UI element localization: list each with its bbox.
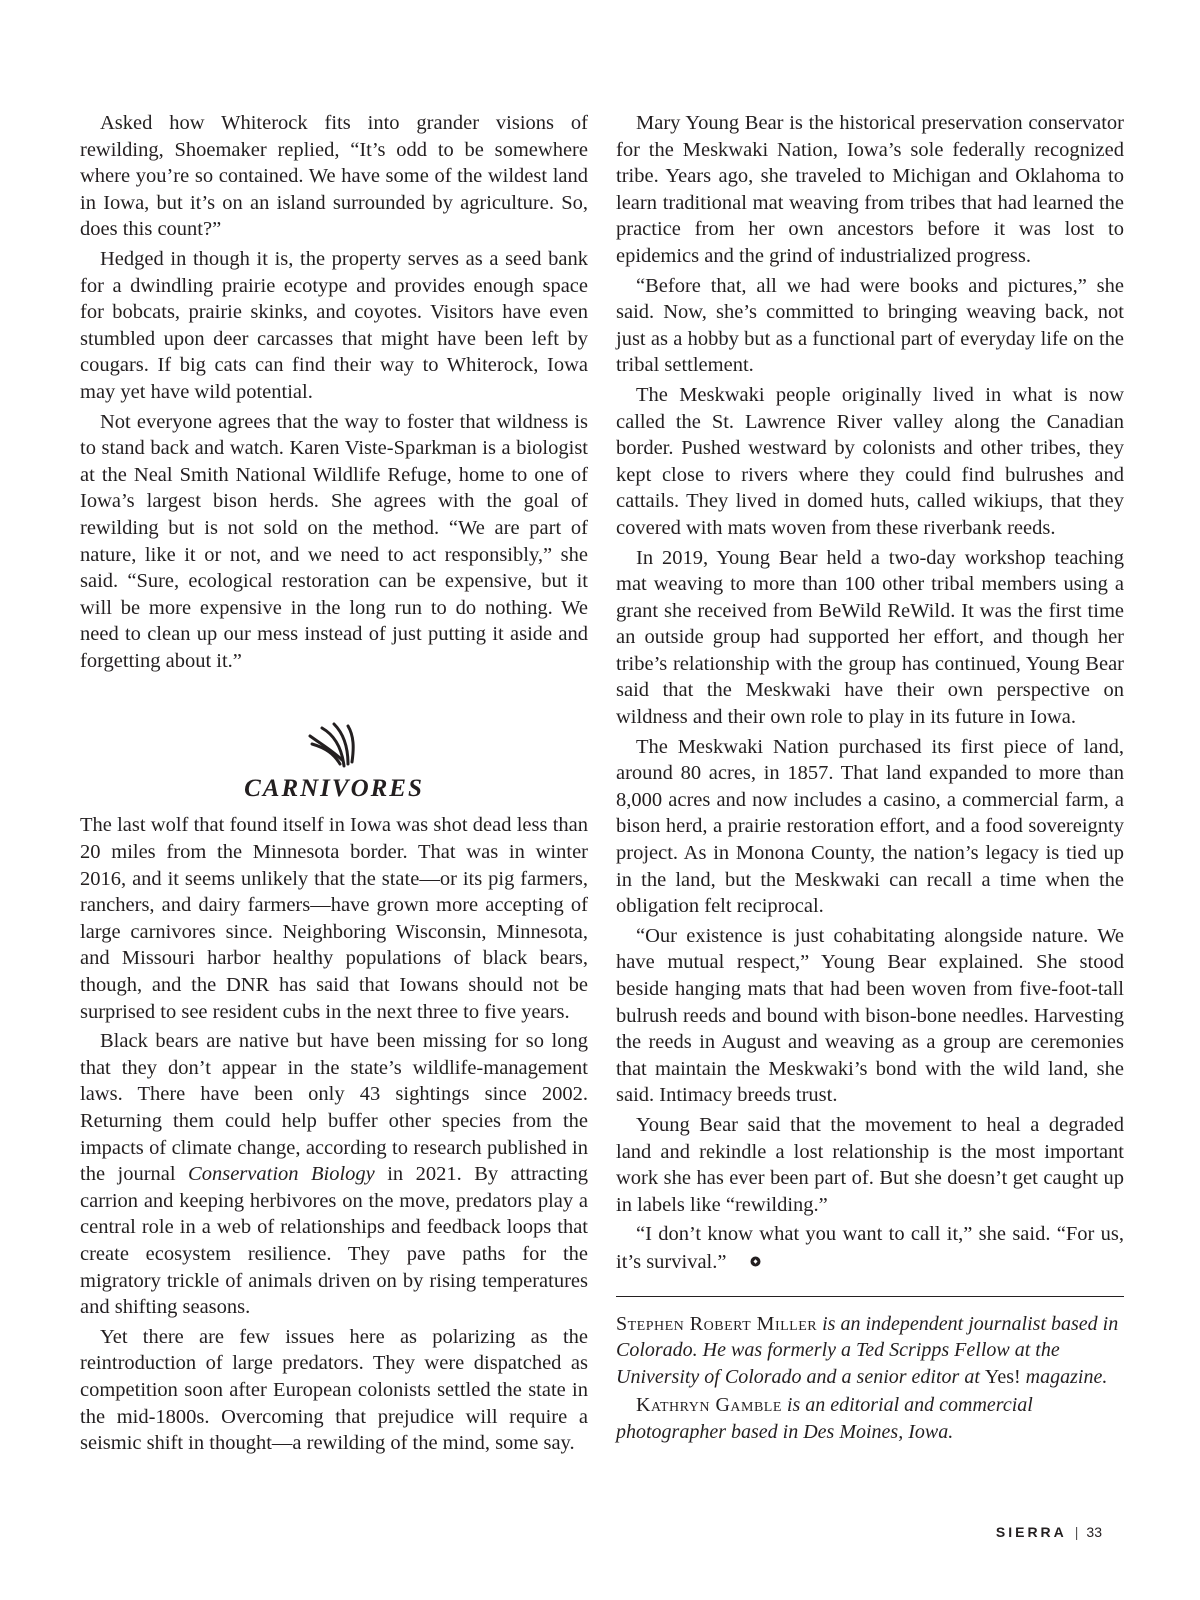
journal-title: Conservation Biology <box>188 1163 375 1186</box>
author-name: Stephen Robert Miller <box>616 1312 818 1335</box>
magazine-title: SIERRA <box>995 1524 1067 1540</box>
body-paragraph: In 2019, Young Bear held a two-day workshop teaching mat weaving to more than 100 other tribal members using a grant she received from BeWild ReWild. It was the first time an outside group had supported her effort, and though her tribe’s relationship with the group has continued, Young Bear said that the Meskwaki have their own perspective on wildness and their own role to play in its future in Iowa. <box>616 546 1124 729</box>
body-paragraph: Not everyone agrees that the way to foster that wildness is to stand back and watch. Karen Viste-Sparkman is a biologist at the Neal Smith National Wildlife Refuge, home to one of Iowa’s largest bison herds. She agrees with the goal of rewilding but is not sold on the method. “We are part of nature, like it or not, and we need to act responsibly,” she said. “Sure, ecological restoration can be expensive, but it will be more expensive in the long run to do nothing. We need to clean up our mess instead of just putting it aside and forgetting about it.” <box>80 410 588 672</box>
bio-text: magazine. <box>1020 1365 1108 1388</box>
page-number: 33 <box>1086 1524 1102 1540</box>
paragraph-text: Black bears are native but have been missing for so long that they don’t appear in the state’s wildlife-management laws. There have been only 43 sightings since 2002. Returning them could help buffer other species from the impacts of climate change, according to research published in the journal <box>80 1030 588 1186</box>
body-paragraph: “Our existence is just cohabitating alongside nature. We have mutual respect,” Young Bear explained. She stood beside hanging mats that had been woven from five-foot-tall bulrush reeds and bound with bison-bone needles. Harvesting the reeds in August and weaving as a group are ceremonies that maintain the Meskwaki’s bond with the wild land, she said. Intimacy breeds trust. <box>616 924 1124 1107</box>
body-paragraph: The Meskwaki Nation purchased its first piece of land, around 80 acres, in 1857. That land expanded to more than 8,000 acres and now includes a casino, a commercial farm, a bison herd, a prairie restoration effort, and a food sovereignty project. As in Monona County, the nation’s legacy is tied up in the land, but the Meskwaki can recall a time when the obligation felt reciprocal. <box>616 735 1124 918</box>
contributor-bios <box>616 1311 1124 1446</box>
footer-separator: | <box>1074 1524 1079 1540</box>
photographer-name: Kathryn Gamble <box>636 1394 782 1417</box>
bio-divider <box>616 1296 1124 1297</box>
body-paragraph: “Before that, all we had were books and pictures,” she said. Now, she’s committed to bringing weaving back, not just as a hobby but as a functional part of everyday life on the tribal settlement. <box>616 274 1124 377</box>
magazine-name: Yes! <box>984 1365 1021 1388</box>
paragraph-text: in 2021. By attracting carrion and keeping herbivores on the move, predators play a central role in a web of relationships and feedback loops that create ecosystem resilience. They pave paths for the migratory trickle of animals driven on by rising temperatures and shifting seasons. <box>80 1163 588 1319</box>
body-paragraph: The last wolf that found itself in Iowa was shot dead less than 20 miles from the Minnesota border. That was in winter 2016, and it seems unlikely that the state—or its pig farmers, ranchers, and dairy farmers—have grown more accepting of large carnivores since. Neighboring Wisconsin, Minnesota, and Missouri harbor healthy populations of black bears, though, and the DNR has said that Iowans should not be surprised to see resident cubs in the next three to five years. <box>80 814 588 1023</box>
grass-sprig-icon <box>80 720 588 770</box>
end-of-story-icon <box>730 1248 741 1259</box>
page-footer <box>996 1524 1102 1540</box>
body-paragraph: The Meskwaki people originally lived in what is now called the St. Lawrence River valley along the Canadian border. Pushed westward by colonists and other tribes, they kept close to rivers where they could find bulrushes and cattails. They lived in domed huts, called wikiups, that they covered with mats woven from these riverbank reeds. <box>616 383 1124 539</box>
body-paragraph <box>80 1028 588 1321</box>
body-paragraph: Asked how Whiterock fits into grander visions of rewilding, Shoemaker replied, “It’s odd to be somewhere where you’re so contained. We have some of the wildest land in Iowa, but it’s on an island surrounded by agriculture. So, does this count?” <box>80 112 588 241</box>
body-paragraph: Hedged in though it is, the property serves as a seed bank for a dwindling prairie ecotype and provides enough space for bobcats, prairie skinks, and coyotes. Visitors have even stumbled upon deer carcasses that might have been left by cougars. If big cats can find their way to Whiterock, Iowa may yet have wild potential. <box>80 247 588 403</box>
bio-text: is an editorial and commercial photographer based in Des Moines, Iowa. <box>616 1394 1033 1443</box>
body-paragraph: Young Bear said that the movement to heal a degraded land and rekindle a lost relationship is the most important work she has ever been part of. But she doesn’t get caught up in labels like “rewilding.” <box>616 1113 1124 1216</box>
paragraph-text: “I don’t know what you want to call it,” she said. “For us, it’s survival.” <box>616 1223 1124 1273</box>
section-heading: CARNIVORES <box>244 775 424 803</box>
body-paragraph: Yet there are few issues here as polarizing as the reintroduction of large predators. They were dispatched as competition soon after European colonists settled the state in the mid-1800s. Overcoming that prejudice will require a seismic shift in thought—a rewilding of the mind, some say. <box>80 1325 588 1455</box>
body-paragraph <box>616 1221 1124 1275</box>
photographer-bio <box>616 1392 1124 1445</box>
bio-text: is an independent journalist based in Colorado. He was formerly a Ted Scripps Fellow at the University of Colorado and a senior editor at <box>616 1312 1119 1388</box>
body-paragraph: Mary Young Bear is the historical preservation conservator for the Meskwaki Nation, Iowa’s sole federally recognized tribe. Years ago, she traveled to Michigan and Oklahoma to learn traditional mat weaving from tribes that had learned the practice from her own ancestors before it was lost to epidemics and the grind of industrialized progress. <box>616 112 1124 267</box>
right-column <box>616 110 1124 1445</box>
author-bio <box>616 1311 1124 1391</box>
left-column <box>80 110 588 1457</box>
